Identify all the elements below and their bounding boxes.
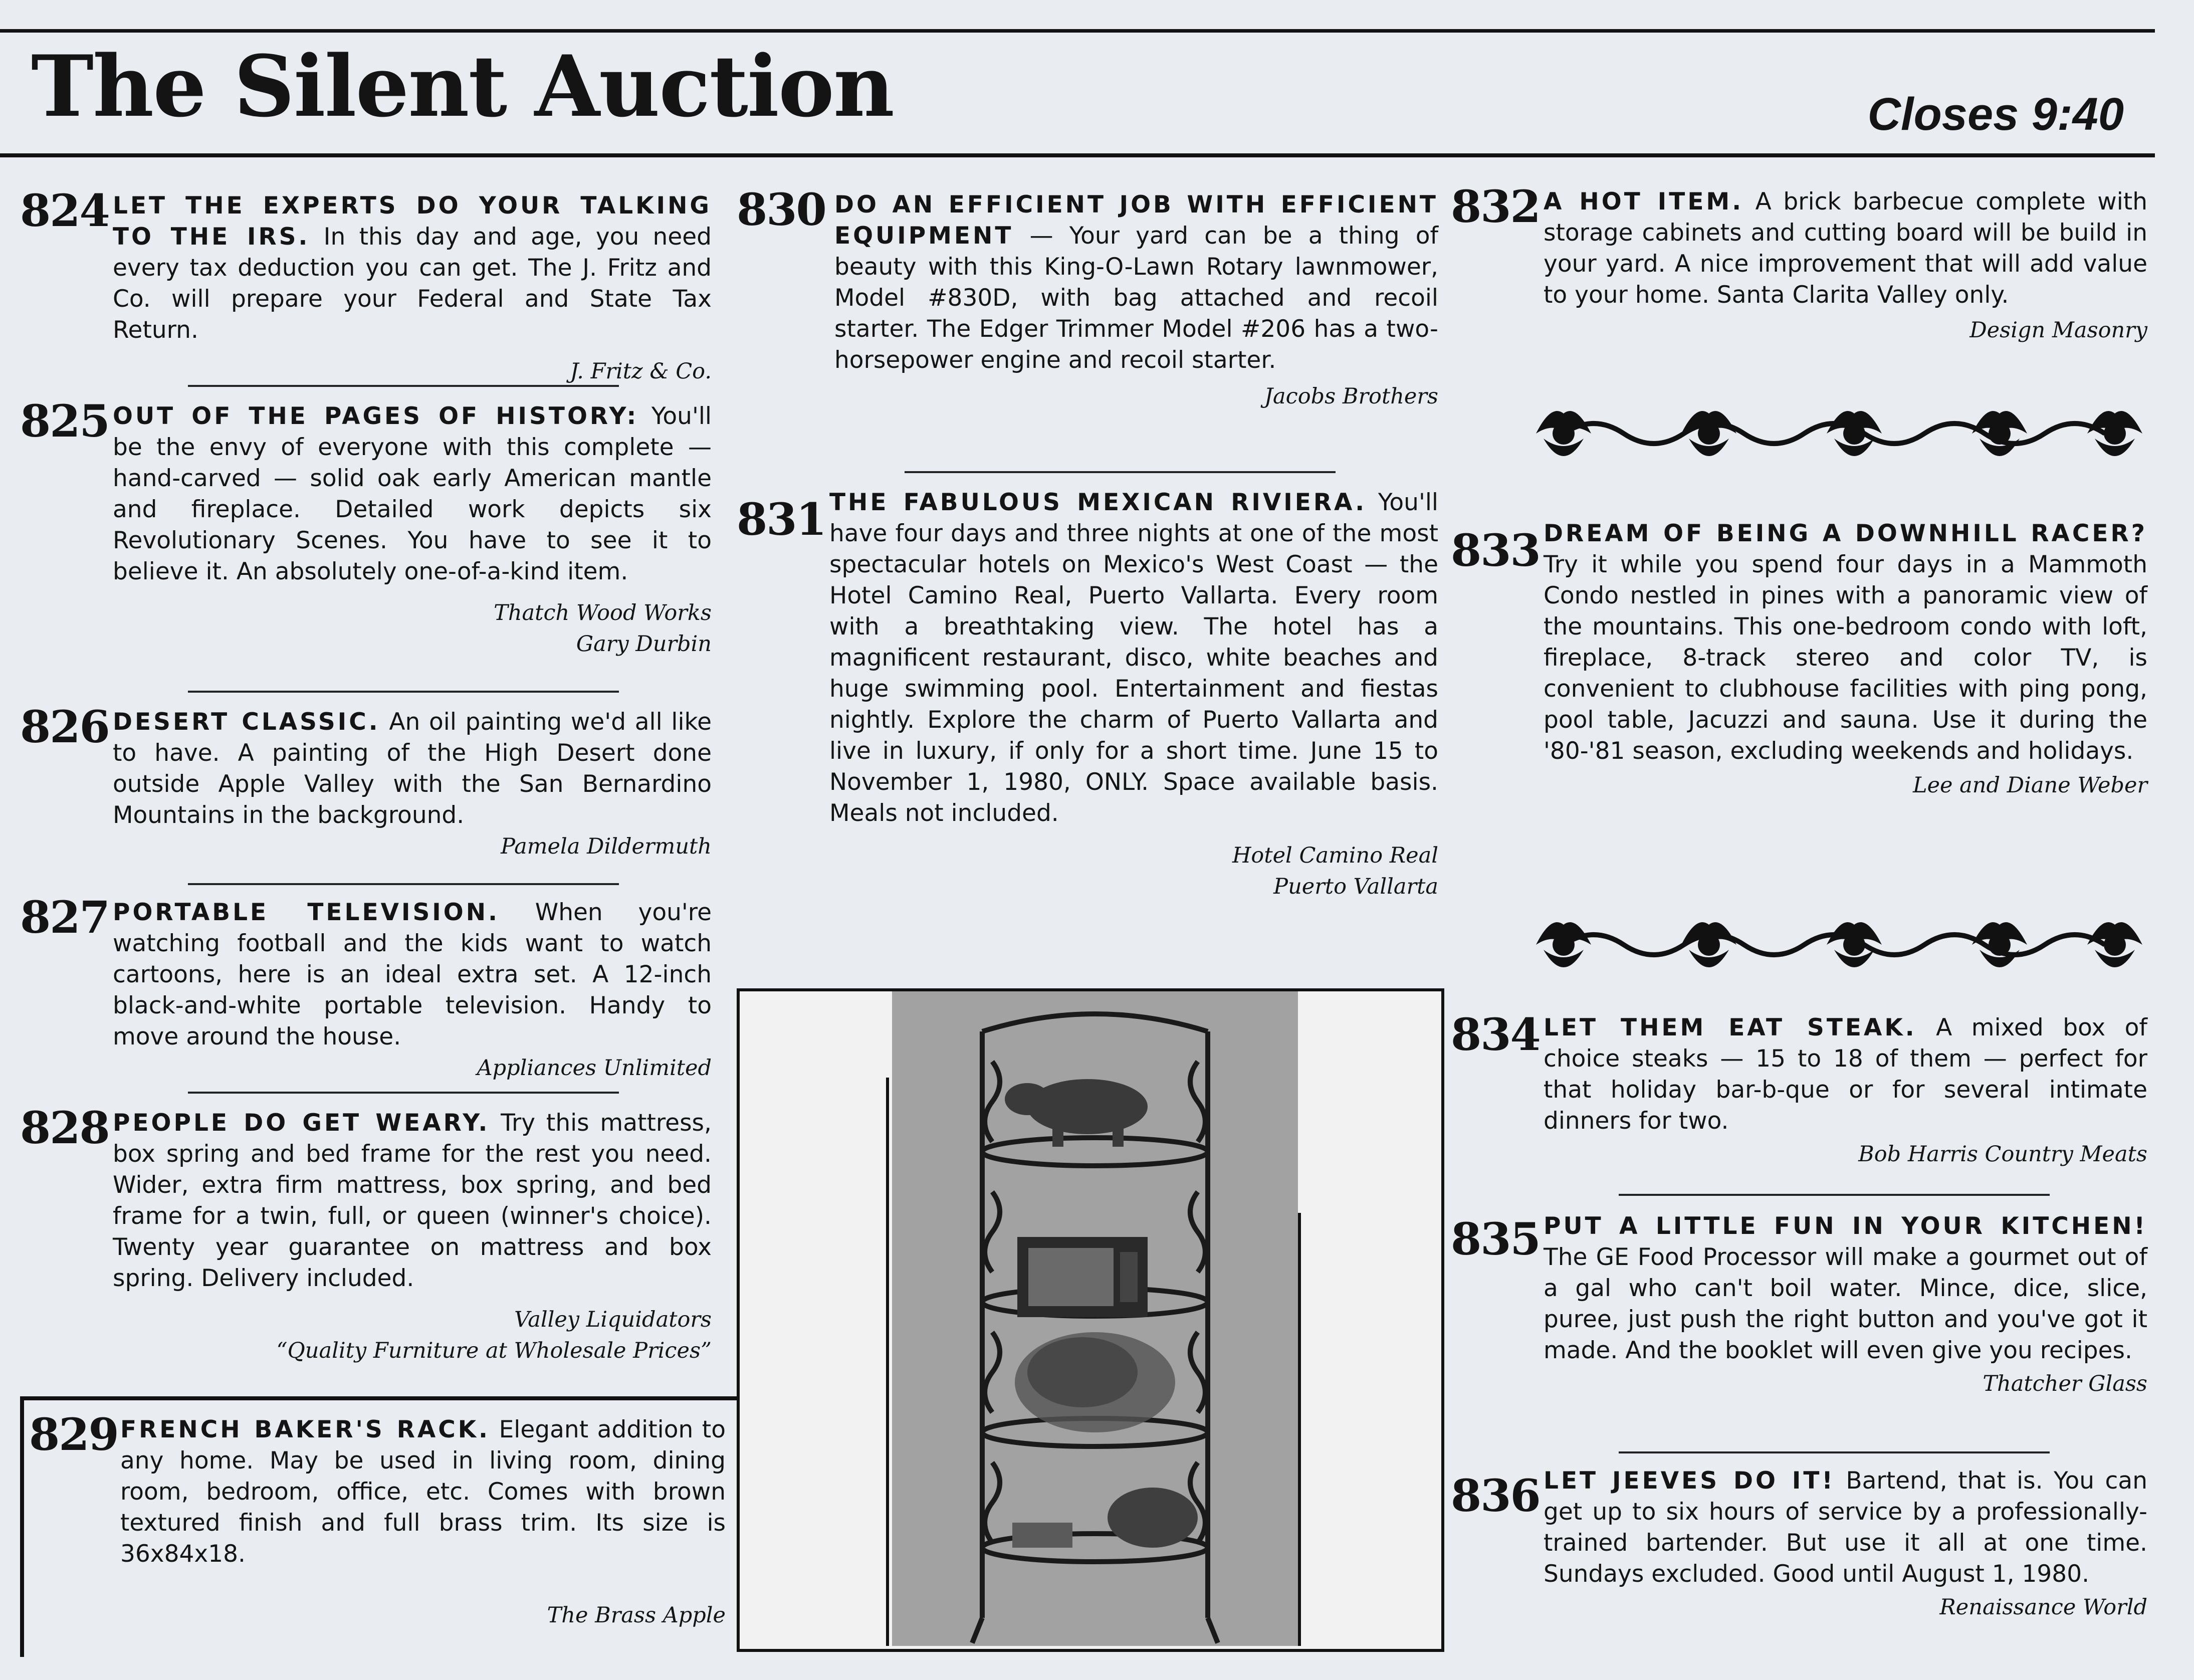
- section-divider: [188, 385, 619, 387]
- section-divider: [1619, 1451, 2050, 1453]
- item-number: 827: [20, 891, 109, 943]
- auction-item-828: [20, 1102, 712, 1366]
- item-donor: Lee and Diane Weber: [1913, 773, 2147, 798]
- item-description: Elegant addition to any home. May be used in living room, dining room, bedroom, office, etc. Comes with brown textured finish and full brass trim. Its size is 36x84x18.: [120, 1416, 726, 1568]
- item-donor: Pamela Dildermuth: [501, 834, 712, 859]
- item-description: In this day and age, you need every tax deduction you can get. The J. Fritz and Co. will prepare your Federal and State Tax Return.: [113, 223, 712, 344]
- item-donor: Renaissance World: [1939, 1595, 2147, 1620]
- item-description: Bartend, that is. You can get up to six hours of service by a professionally-trained bartender. But use it all at one time. Sundays excluded. Good until August 1, 1980.: [1544, 1467, 2147, 1588]
- item-heading: LET THE EXPERTS DO YOUR TALKING TO THE IRS.: [113, 192, 712, 251]
- section-divider: [188, 1092, 619, 1094]
- section-divider: [188, 691, 619, 693]
- photo-inner-border: [886, 1078, 889, 1646]
- auction-item-834: [1451, 1008, 2147, 1170]
- item-description: — Your yard can be a thing of beauty with this King-O-Lawn Rotary lawnmower, Model #830D, with bag attached and recoil starter. The Edger Trimmer Model #206 has a two-horsepower engine and recoil starter.: [834, 222, 1438, 374]
- item-heading: LET THEM EAT STEAK.: [1544, 1014, 1917, 1041]
- item-description: An oil painting we'd all like to have. A painting of the High Desert done outside Apple Valley with the San Bernardino Mountains in the background.: [113, 708, 712, 829]
- auction-item-831: [737, 487, 1438, 902]
- auction-item-835: [1451, 1211, 2147, 1399]
- item-number: 831: [737, 493, 826, 545]
- item-donor: Bob Harris Country Meats: [1858, 1142, 2147, 1167]
- item-description: You'll have four days and three nights at one of the most spectacular hotels on Mexico's West Coast — the Hotel Camino Real, Puerto Vallarta. Every room with a breathtaking view. The hotel has a magnificent restaurant, disco, white beaches and huge swimming pool. Entertainment and fiestas nightly. Explore the charm of Puerto Vallarta and live in luxury, if only for a short time. June 15 to November 1, 1980, ONLY. Space available basis. Meals not included.: [829, 489, 1438, 827]
- ornamental-divider: [1533, 396, 2150, 471]
- section-divider: [1619, 1194, 2050, 1196]
- item-donor: Design Masonry: [1969, 318, 2147, 343]
- item-heading: OUT OF THE PAGES OF HISTORY:: [113, 402, 639, 430]
- item-number: 835: [1451, 1213, 1540, 1265]
- item-donor: Hotel Camino Real Puerto Vallarta: [1232, 843, 1438, 899]
- item-heading: THE FABULOUS MEXICAN RIVIERA.: [829, 489, 1367, 516]
- item-heading: DO AN EFFICIENT JOB WITH EFFICIENT EQUIPMENT: [834, 191, 1438, 250]
- item-number: 826: [20, 701, 109, 753]
- item-description: Try this mattress, box spring and bed frame for the rest you need. Wider, extra firm mattress, box spring, and bed frame for a twin, full, or queen (winner's choice). Twenty year guarantee on mattress and box spring. Delivery included.: [113, 1109, 712, 1292]
- box-border: [20, 1396, 24, 1657]
- section-divider: [188, 883, 619, 885]
- page-title: The Silent Auction: [31, 37, 894, 136]
- item-number: 830: [737, 183, 826, 236]
- item-donor: Thatch Wood Works Gary Durbin: [494, 600, 712, 657]
- item-heading: PORTABLE TELEVISION.: [113, 899, 500, 926]
- section-divider: [905, 471, 1336, 473]
- header-rule: [0, 153, 2155, 157]
- item-donor: Appliances Unlimited: [477, 1056, 712, 1081]
- auction-item-832: [1451, 180, 2147, 346]
- item-donor: The Brass Apple: [547, 1603, 726, 1628]
- box-border: [20, 1396, 741, 1400]
- item-number: 834: [1451, 1008, 1540, 1061]
- item-description: The GE Food Processor will make a gourmet out of a gal who can't boil water. Mince, dice, slice, puree, just push the right button and you've got it made. And the booklet will even give you recipes.: [1544, 1243, 2147, 1364]
- auction-item-829: [29, 1408, 726, 1631]
- auction-item-836: [1451, 1465, 2147, 1623]
- photo-inner-border: [1298, 1213, 1301, 1646]
- item-number: 836: [1451, 1469, 1540, 1522]
- item-donor: Jacobs Brothers: [1264, 384, 1438, 409]
- item-number: 833: [1451, 524, 1540, 576]
- item-number: 825: [20, 395, 109, 447]
- item-description: You'll be the envy of everyone with this complete — hand-carved — solid oak early American mantle and fireplace. Detailed work depicts six Revolutionary Scenes. You have to see it to believe it. An absolutely one-of-a-kind item.: [113, 402, 712, 585]
- item-description: When you're watching football and the kids want to watch cartoons, here is an ideal extra set. A 12-inch black-and-white portable television. Handy to move around the house.: [113, 899, 712, 1051]
- auction-item-827: [20, 891, 712, 1084]
- auction-item-824: [20, 184, 712, 387]
- item-heading: PUT A LITTLE FUN IN YOUR KITCHEN!: [1544, 1212, 2147, 1240]
- top-rule: [0, 29, 2155, 33]
- item-heading: A HOT ITEM.: [1544, 188, 1744, 216]
- ornamental-divider: [1533, 907, 2150, 982]
- item-heading: PEOPLE DO GET WEARY.: [113, 1109, 490, 1137]
- item-heading: FRENCH BAKER'S RACK.: [120, 1416, 491, 1443]
- item-donor: Valley Liquidators “Quality Furniture at Wholesale Prices”: [276, 1307, 712, 1363]
- item-number: 829: [29, 1408, 118, 1460]
- auction-item-826: [20, 701, 712, 862]
- bakers-rack-photo: [892, 991, 1298, 1646]
- auction-item-825: [20, 395, 712, 660]
- tv-set: [1017, 1237, 1148, 1317]
- closing-time: Closes 9:40: [1867, 89, 2124, 140]
- bakers-rack-image: [892, 991, 1298, 1646]
- auction-item-833: [1451, 518, 2147, 801]
- item-number: 824: [20, 184, 109, 237]
- item-number: 832: [1451, 180, 1540, 233]
- item-description: A brick barbecue complete with storage cabinets and cutting board will be build in your yard. A nice improvement that will add value to your home. Santa Clarita Valley only.: [1544, 188, 2147, 309]
- item-description: A mixed box of choice steaks — 15 to 18 of them — perfect for that holiday bar-b-que or for several intimate dinners for two.: [1544, 1014, 2147, 1135]
- item-heading: DESERT CLASSIC.: [113, 708, 380, 736]
- item-description: Try it while you spend four days in a Mammoth Condo nestled in pines with a panoramic view of the mountains. This one-bedroom condo with loft, fireplace, 8-track stereo and color TV, is convenient to clubhouse facilities with ping pong, pool table, Jacuzzi and sauna. Use it during the '80-'81 season, excluding weekends and holidays.: [1544, 551, 2147, 765]
- item-heading: LET JEEVES DO IT!: [1544, 1467, 1835, 1495]
- item-number: 828: [20, 1102, 109, 1154]
- item-donor: J. Fritz & Co.: [570, 359, 712, 384]
- auction-item-830: [737, 183, 1438, 412]
- item-heading: DREAM OF BEING A DOWNHILL RACER?: [1544, 520, 2147, 547]
- item-donor: Thatcher Glass: [1983, 1371, 2147, 1396]
